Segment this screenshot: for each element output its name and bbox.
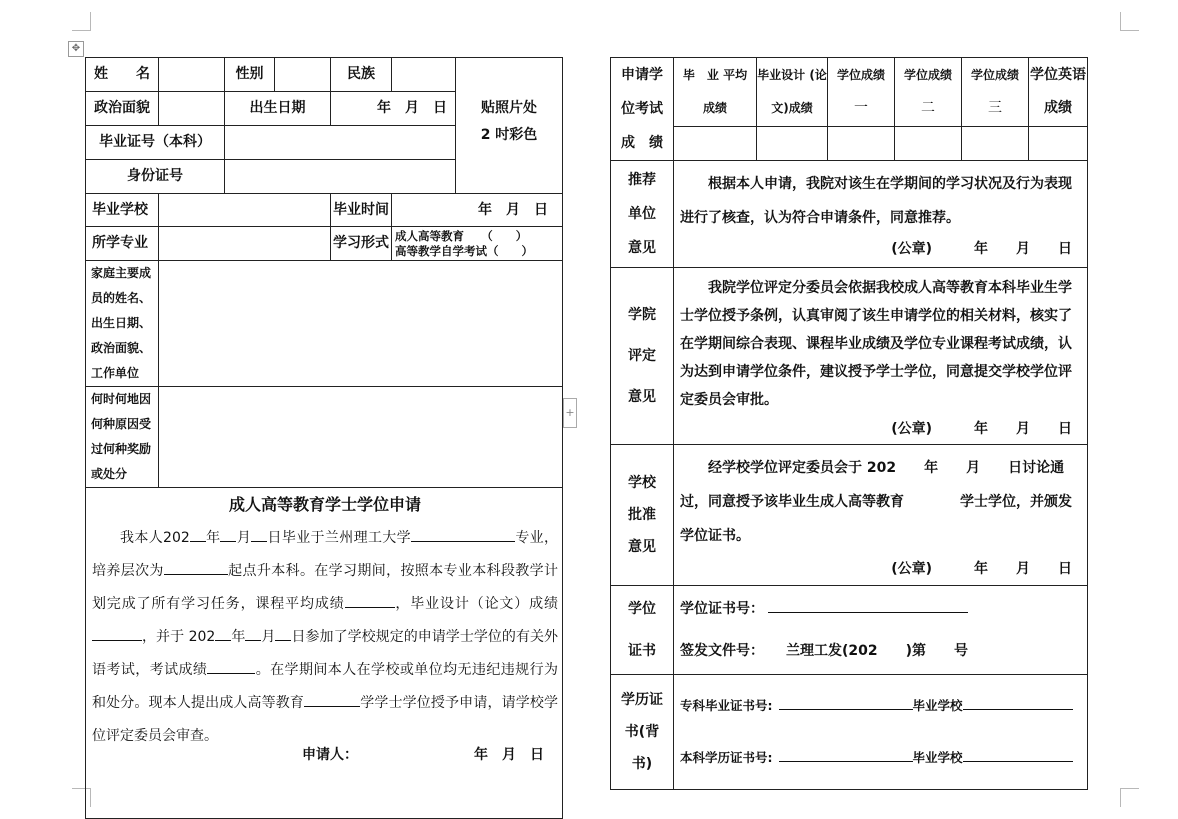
ethnicity-field[interactable] [392, 58, 456, 92]
grad-time-label: 毕业时间 [331, 194, 392, 227]
degree-cert-label: 学位证书 [611, 586, 674, 675]
college-cert-row: 专科毕业证书号: 毕业学校 [680, 680, 1087, 732]
school-field[interactable] [159, 194, 331, 227]
bachelor-school-field[interactable] [963, 746, 1073, 762]
award-field[interactable] [159, 387, 563, 488]
grad-date[interactable]: 年 月 日 [392, 194, 563, 227]
form-label: 学习形式 [331, 227, 392, 261]
gender-field[interactable] [275, 58, 331, 92]
doc-no-row: 签发文件号： 兰理工发(202 )第 号 [680, 643, 969, 659]
school-approval-label: 学校批准意见 [611, 445, 674, 586]
avg-score-blank[interactable] [345, 593, 395, 608]
application-statement [86, 488, 563, 819]
exam-score-blank[interactable] [207, 659, 255, 674]
family-field[interactable] [159, 261, 563, 387]
score-col-english: 学位英语成绩 [1029, 58, 1088, 127]
recommend-opinion [674, 161, 1088, 268]
school-opinion [674, 445, 1088, 586]
corner-mark-br [1120, 788, 1139, 807]
score-col-degree-2: 学位成绩 二 [895, 58, 962, 127]
applicant-date[interactable]: 年 月 日 [474, 747, 544, 763]
table-move-handle-icon[interactable]: ✥ [68, 41, 84, 57]
school-text: 经学校学位评定委员会于 202 年 月 日讨论通过，同意授予该毕业生成人高等教育 学士学位，并颁发学位证书。 [680, 460, 1072, 544]
edu-cert-section [674, 675, 1088, 790]
college-label: 学院评定意见 [611, 268, 674, 445]
doc-no-value[interactable]: 兰理工发(202 )第 号 [786, 643, 969, 659]
score-col-degree-3: 学位成绩 三 [962, 58, 1029, 127]
name-field[interactable] [159, 58, 225, 92]
major-label: 所学专业 [86, 227, 159, 261]
political-label: 政治面貌 [86, 92, 159, 126]
degree-cert-row: 学位证书号： [680, 588, 1087, 630]
score-degree-3-field[interactable] [962, 127, 1029, 161]
applicant-signature-label: 申请人： [302, 747, 358, 763]
cert-field[interactable] [225, 126, 456, 160]
college-cert-field[interactable] [779, 694, 913, 710]
form-options[interactable] [392, 227, 563, 261]
corner-mark-tl [72, 12, 91, 31]
award-label: 何时何地因何种原因受过何种奖励或处分 [86, 387, 159, 488]
score-avg-field[interactable] [674, 127, 757, 161]
score-col-avg: 毕 业 平均成绩 [674, 58, 757, 127]
score-degree-1-field[interactable] [828, 127, 895, 161]
degree-cert-section [674, 586, 1088, 675]
college-opinion [674, 268, 1088, 445]
cert-label: 毕业证号（本科） [86, 126, 225, 160]
score-col-thesis: 毕业设计 (论文)成绩 [757, 58, 828, 127]
right-form-table [610, 57, 1088, 790]
photo-label-1: 贴照片处 [481, 100, 537, 116]
major-blank[interactable] [411, 527, 515, 542]
id-label: 身份证号 [86, 160, 225, 194]
gender-label: 性别 [225, 58, 275, 92]
degree-cert-field[interactable] [768, 597, 968, 613]
bachelor-cert-row: 本科学历证书号: 毕业学校 [680, 732, 1087, 784]
score-col-degree-1: 学位成绩 一 [828, 58, 895, 127]
left-form-table [85, 57, 563, 819]
political-field[interactable] [159, 92, 225, 126]
school-label: 毕业学校 [86, 194, 159, 227]
birth-date[interactable]: 年 月 日 [331, 92, 456, 126]
form-option-adult[interactable]: 成人高等教育 （ ） [395, 229, 528, 244]
recommend-seal-date: (公章) 年 月 日 [891, 241, 1072, 257]
edu-cert-label: 学历证书(背书) [611, 675, 674, 790]
id-field[interactable] [225, 160, 456, 194]
application-title: 成人高等教育学士学位申请 [228, 495, 421, 514]
scores-label: 申请学位考试成 绩 [611, 58, 674, 161]
birth-label: 出生日期 [225, 92, 331, 126]
major-field[interactable] [159, 227, 331, 261]
corner-mark-tr [1120, 12, 1139, 31]
photo-label-2: 2 吋彩色 [480, 127, 538, 143]
name-label: 姓 名 [86, 58, 159, 92]
college-school-field[interactable] [963, 694, 1073, 710]
application-body: 我本人202 年 月 日毕业于兰州理工大学 专业，培养层次为 起点升本科。在学习期间，按照本专业本科段教学计划完成了所有学习任务，课程平均成绩 ，毕业设计（论文）成绩，并于 202 年 月 日参加了学校规定的申请学士学位的有关外语考试，考试成绩 。在学期间本人在学校或单位均无违纪违规行为和处分。现本人提出成人高等教育 学学士学位授予申请，请学校学位评定委员会审查。 [92, 522, 558, 753]
score-degree-2-field[interactable] [895, 127, 962, 161]
thesis-score-blank[interactable] [92, 626, 142, 641]
photo-placeholder [456, 58, 563, 194]
degree-type-blank[interactable] [304, 692, 360, 707]
family-label: 家庭主要成员的姓名、出生日期、政治面貌、工作单位 [86, 261, 159, 387]
page-split-handle[interactable]: + [563, 398, 577, 428]
bachelor-cert-field[interactable] [779, 746, 913, 762]
recommend-text: 根据本人申请，我院对该生在学期间的学习状况及行为表现进行了核查，认为符合申请条件，同意推荐。 [680, 176, 1072, 226]
level-blank[interactable] [164, 560, 228, 575]
ethnicity-label: 民族 [331, 58, 392, 92]
score-english-field[interactable] [1029, 127, 1088, 161]
score-thesis-field[interactable] [757, 127, 828, 161]
college-seal-date: (公章) 年 月 日 [891, 421, 1072, 437]
school-seal-date: (公章) 年 月 日 [891, 561, 1072, 577]
recommend-label: 推荐单位意见 [611, 161, 674, 268]
form-option-self-study[interactable]: 高等教学自学考试（ ） [395, 243, 533, 258]
college-text: 我院学位评定分委员会依据我校成人高等教育本科毕业生学士学位授予条例，认真审阅了该生申请学位的相关材料，核实了在学期间综合表现、课程毕业成绩及学位专业课程考试成绩，认为达到申请学位条件，建议授予学士学位，同意提交学校学位评定委员会审批。 [680, 280, 1072, 408]
